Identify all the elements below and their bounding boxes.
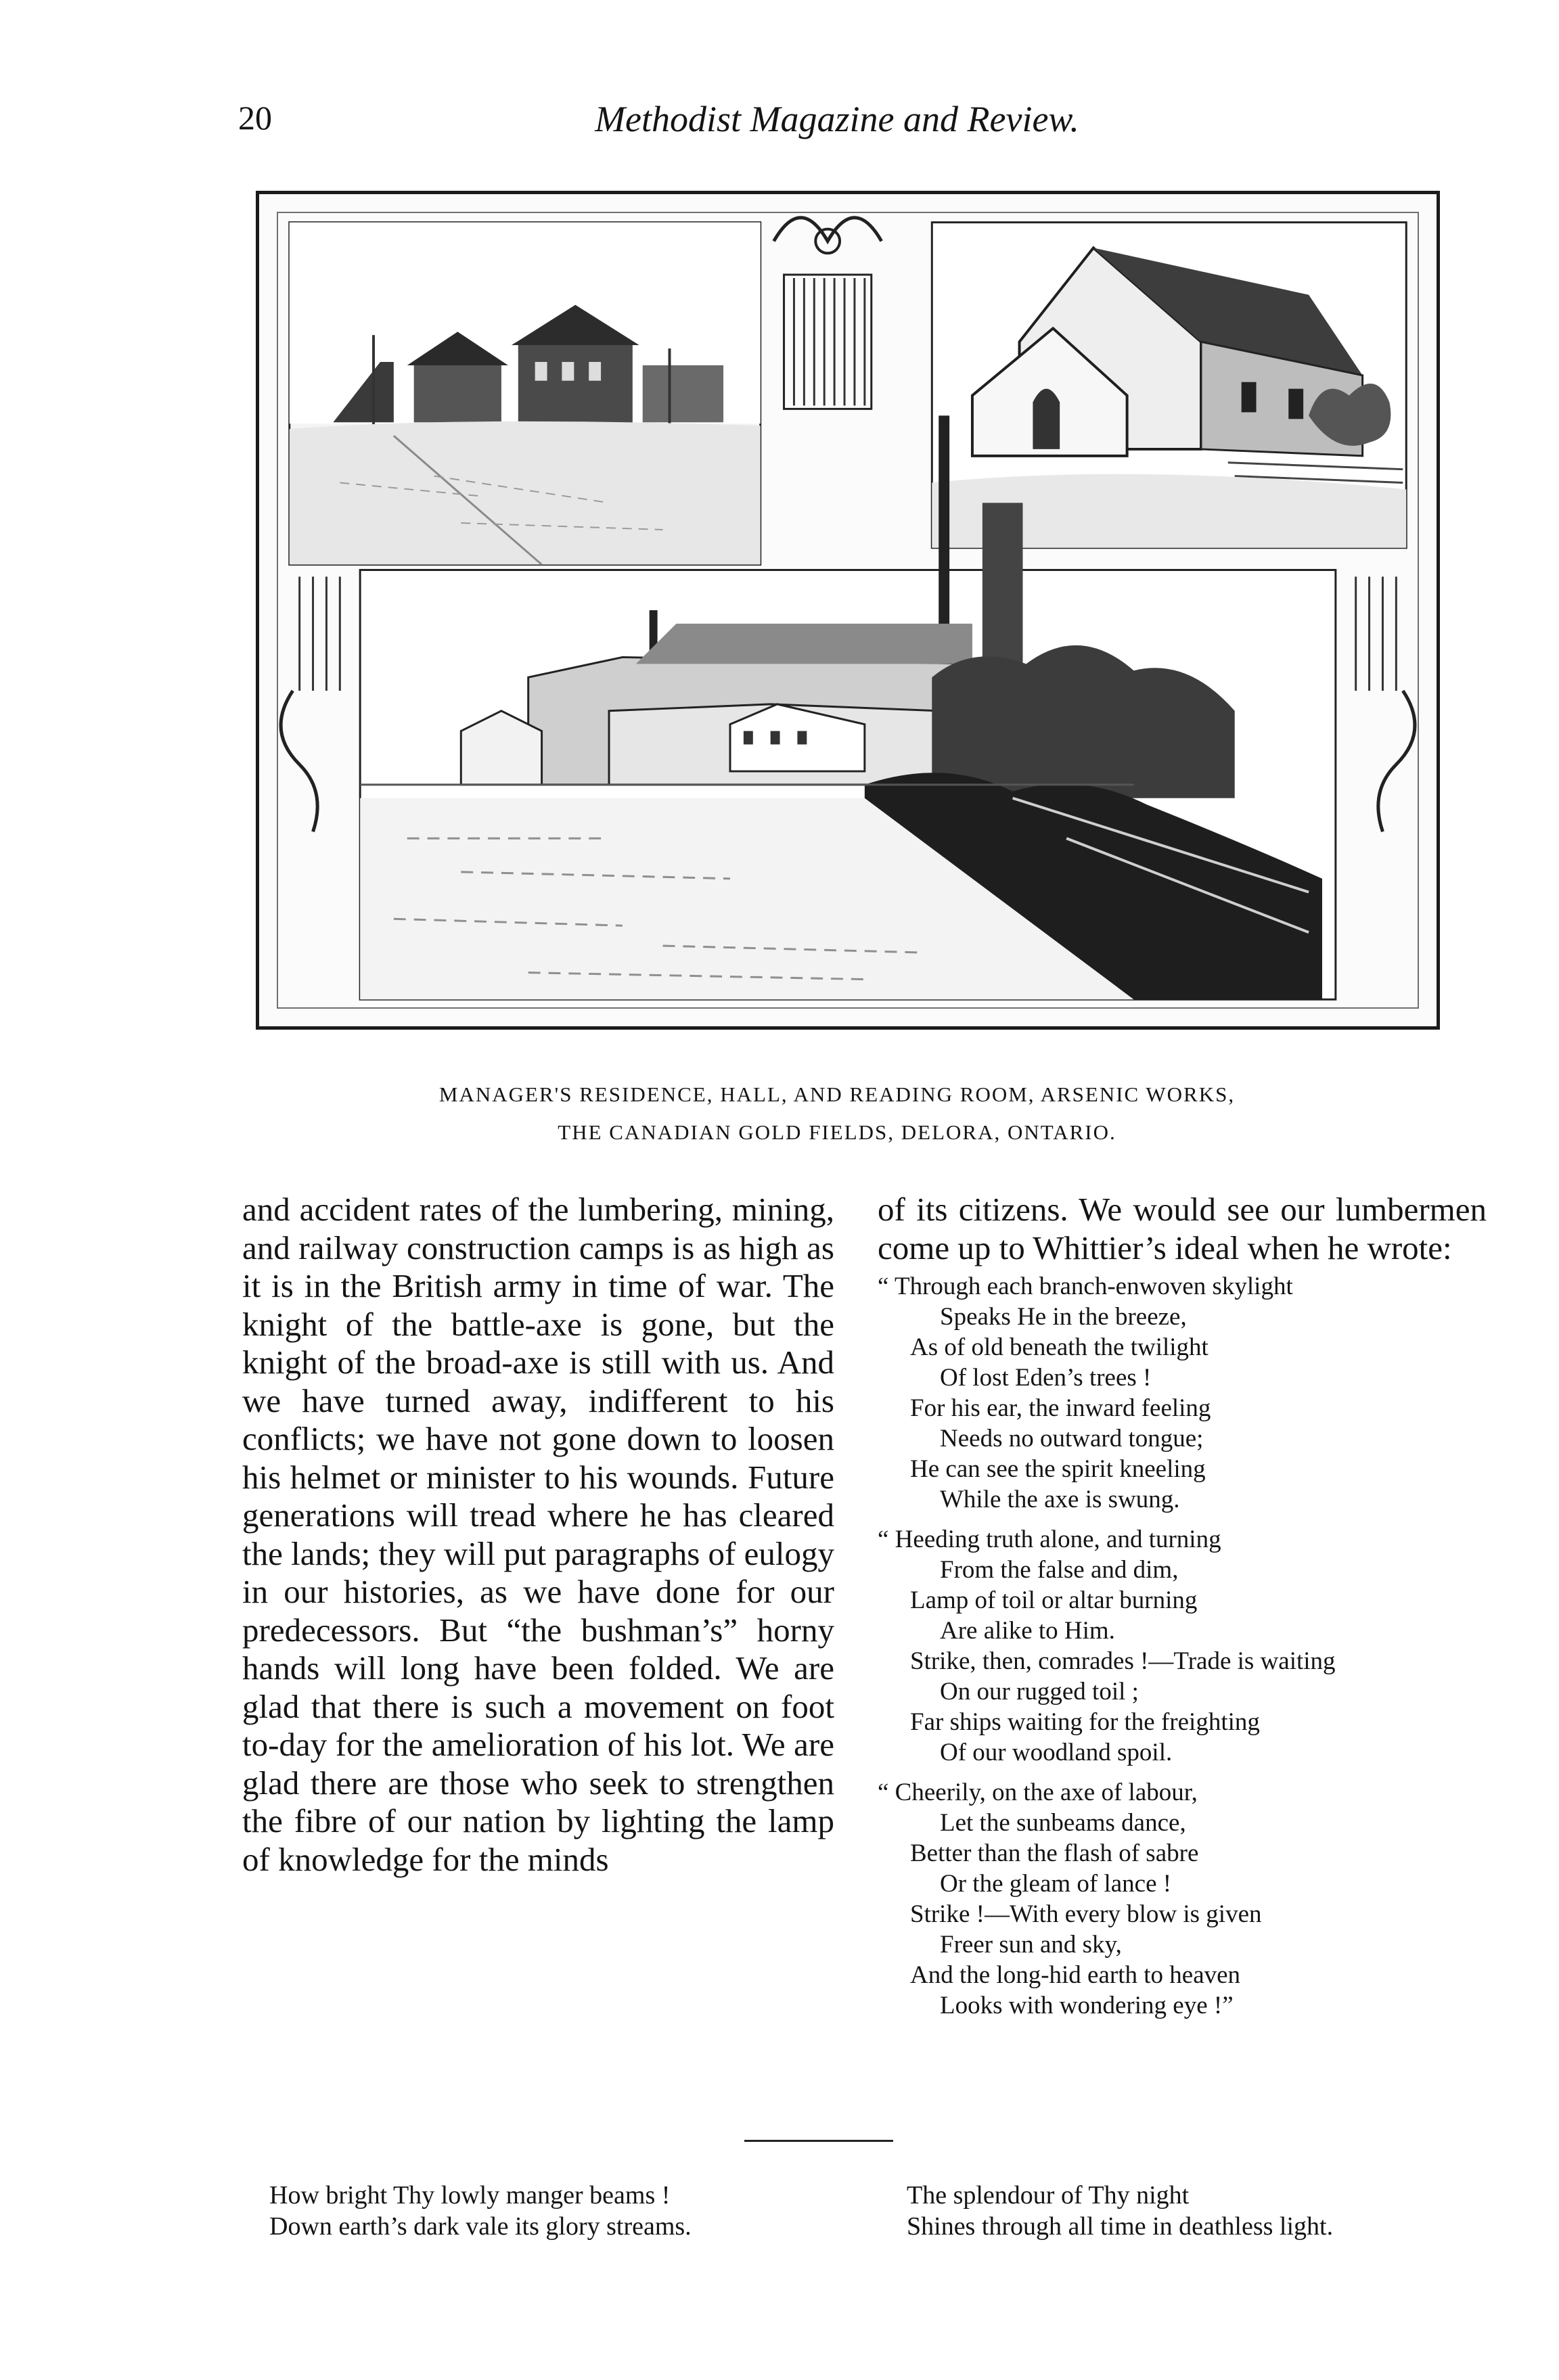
verse-line: Of our woodland spoil. (940, 1739, 1173, 1766)
verse-line: On our rugged toil ; (940, 1678, 1139, 1706)
running-header (223, 98, 1451, 145)
left-column (242, 1191, 834, 1879)
caption-line-2: THE CANADIAN GOLD FIELDS, DELORA, ONTARIO. (558, 1120, 1116, 1144)
residence-vignette (290, 223, 761, 565)
footer-verse-line: How bright Thy lowly manger beams ! (269, 2181, 671, 2210)
engraving-plate (256, 191, 1440, 1030)
verse-line: While the axe is swung. (940, 1486, 1180, 1513)
poem-stanza-2 (878, 1524, 1487, 1768)
engraving-illustration (259, 194, 1437, 1026)
verse-line: Far ships waiting for the freighting (910, 1708, 1260, 1736)
journal-title: Methodist Magazine and Review. (595, 99, 1079, 139)
footer-verse-right (907, 2180, 1333, 2242)
right-column-paragraph: of its citizens. We would see our lumbermen come up to Whittier’s ideal when he wrote: (878, 1191, 1487, 1266)
footer-verse-left (269, 2180, 692, 2242)
verse-line: Or the gleam of lance ! (940, 1870, 1172, 1898)
right-column (878, 1191, 1487, 2030)
verse-line: Strike, then, comrades !—Trade is waiting (910, 1647, 1336, 1675)
section-divider (744, 2140, 893, 2142)
left-column-paragraph: and accident rates of the lumbering, mining, and railway construction camps is as high as it is in the British army in time of war. The knight of the battle-axe is gone, but the knight of the broad-axe is still with us. And we have turned away, indifferent to his conflicts; we have not gone down to loosen his helmet or minister to his wounds. Future generations will tread where he has cleared the lands; they will put paragraphs of eulogy in our histories, as we have done for our predecessors. But “the bushman’s” horny hands will long have been folded. We are glad that there is such a movement on foot to-day for the amelioration of his lot. We are glad there are those who seek to strengthen the fibre of our nation by lighting the lamp of knowledge for the minds (242, 1191, 834, 1878)
verse-line: As of old beneath the twilight (910, 1333, 1208, 1361)
verse-line: Let the sunbeams dance, (940, 1809, 1186, 1837)
footer-verse-line: Down earth’s dark vale its glory streams. (269, 2212, 692, 2241)
hall-vignette (932, 223, 1406, 548)
verse-line: And the long-hid earth to heaven (910, 1961, 1241, 1989)
verse-line: “ Heeding truth alone, and turning (878, 1526, 1221, 1553)
caption-line-1: MANAGER'S RESIDENCE, HALL, AND READING ROOM, ARSENIC WORKS, (438, 1082, 1236, 1106)
verse-line: He can see the spirit kneeling (910, 1455, 1206, 1483)
page-number: 20 (238, 99, 272, 137)
verse-line: Strike !—With every blow is given (910, 1900, 1262, 1928)
verse-line: Needs no outward tongue; (940, 1425, 1204, 1452)
verse-line: Better than the flash of sabre (910, 1839, 1199, 1867)
poem-stanza-3 (878, 1777, 1487, 2021)
verse-line: Of lost Eden’s trees ! (940, 1364, 1152, 1392)
whittier-poem (878, 1271, 1487, 2021)
footer-verse-line: The splendour of Thy night (907, 2181, 1190, 2210)
illustration-caption (223, 1076, 1451, 1151)
verse-line: Are alike to Him. (940, 1617, 1115, 1645)
verse-line: Looks with wondering eye !” (940, 1992, 1234, 2019)
poem-stanza-1 (878, 1271, 1487, 1515)
verse-line: Lamp of toil or altar burning (910, 1586, 1198, 1614)
verse-line: “ Cheerily, on the axe of labour, (878, 1779, 1198, 1806)
verse-line: Speaks He in the breeze, (940, 1303, 1187, 1331)
verse-line: Freer sun and sky, (940, 1931, 1122, 1959)
verse-line: “ Through each branch-enwoven skylight (878, 1273, 1293, 1300)
footer-verse-line: Shines through all time in deathless light. (907, 2212, 1334, 2241)
verse-line: From the false and dim, (940, 1556, 1179, 1584)
verse-line: For his ear, the inward feeling (910, 1394, 1211, 1422)
